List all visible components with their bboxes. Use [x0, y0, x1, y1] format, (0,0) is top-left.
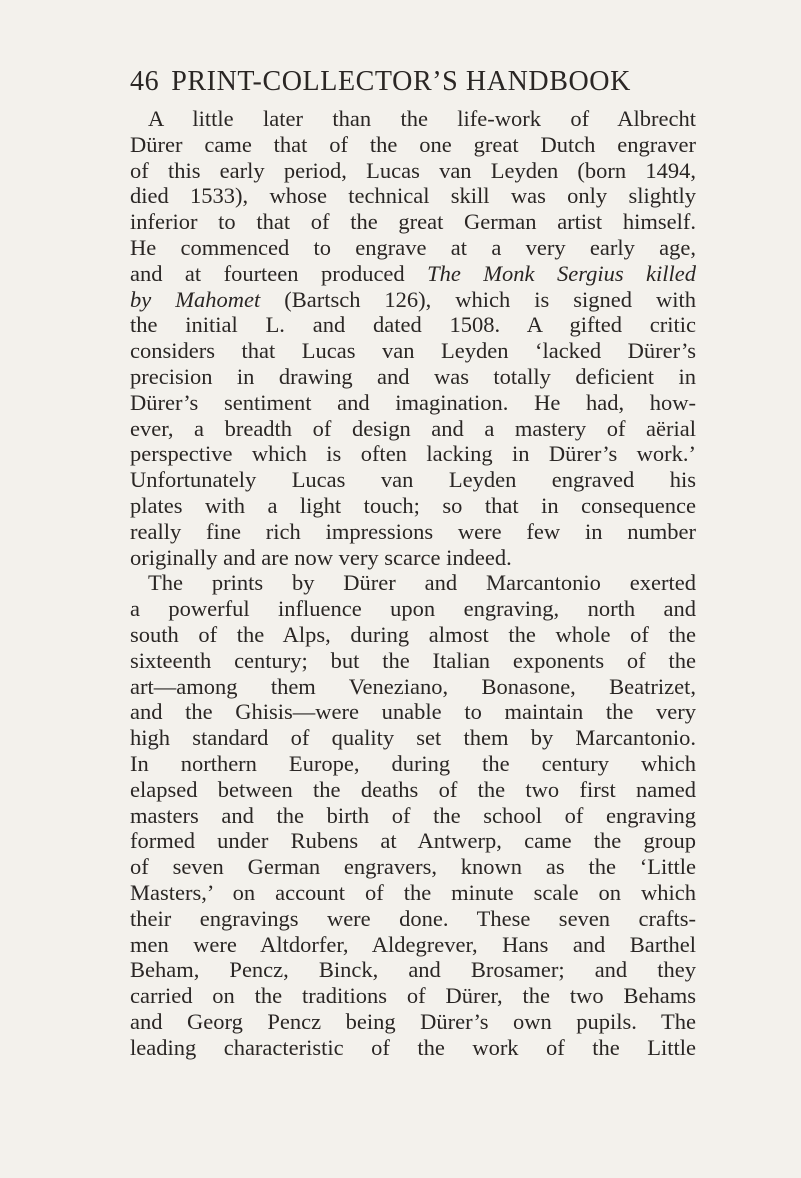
text-line: originally and are now very scarce indeed. [130, 544, 512, 570]
text-line: Dürer came that of the one great Dutch engraver [130, 131, 696, 157]
text-line: Beham, Pencz, Binck, and Brosamer; and they [130, 957, 696, 983]
text-line: and Georg Pencz being Dürer’s own pupils. The [130, 1008, 696, 1034]
text-line: sixteenth century; but the Italian exponents of the [130, 647, 696, 673]
text-line: considers that Lucas van Leyden ‘lacked Dürer’s [130, 338, 696, 364]
text-line: high standard of quality set them by Marcantonio. [130, 725, 696, 751]
text-line: In northern Europe, during the century which [130, 750, 696, 776]
text-line: a powerful influence upon engraving, north and [130, 596, 696, 622]
text-line: of seven German engravers, known as the ‘Little [130, 854, 696, 880]
text-line: Masters,’ on account of the minute scale on which [130, 879, 696, 905]
text-line: A little later than the life-work of Albrecht [148, 106, 696, 131]
text-line [130, 261, 696, 287]
text-line: their engravings were done. These seven crafts- [130, 905, 696, 931]
text-line: precision in drawing and was totally deficient in [130, 363, 696, 389]
running-head [130, 66, 690, 98]
text-line: men were Altdorfer, Aldegrever, Hans and Barthel [130, 931, 696, 957]
text-line: formed under Rubens at Antwerp, came the group [130, 828, 696, 854]
text-line: art—among them Veneziano, Bonasone, Beatrizet, [130, 673, 696, 699]
text-line: plates with a light touch; so that in consequence [130, 492, 696, 518]
text-line: really fine rich impressions were few in number [130, 518, 696, 544]
line-text: and at fourteen produced [130, 260, 405, 286]
text-line: carried on the traditions of Dürer, the two Behams [130, 983, 696, 1009]
text-line: south of the Alps, during almost the whole of the [130, 621, 696, 647]
text-line [130, 287, 696, 313]
text-line: The prints by Dürer and Marcantonio exerted [148, 570, 696, 596]
text-line: of this early period, Lucas van Leyden (born 1494, [130, 157, 696, 183]
page-title: PRINT-COLLECTOR’S HANDBOOK [171, 66, 631, 97]
text-line: He commenced to engrave at a very early age, [130, 234, 696, 260]
text-line: and the Ghisis—were unable to maintain the very [130, 699, 696, 725]
page-number: 46 [130, 66, 160, 97]
text-line: ever, a breadth of design and a mastery of aërial [130, 415, 696, 441]
text-line: Dürer’s sentiment and imagination. He had, how- [130, 389, 696, 415]
text-line: leading characteristic of the work of the Little [130, 1034, 696, 1060]
text-line: Unfortunately Lucas van Leyden engraved his [130, 467, 696, 493]
artwork-title: The Monk Sergius killed [427, 260, 696, 286]
text-line: elapsed between the deaths of the two first named [130, 776, 696, 802]
body-text [130, 106, 696, 1060]
line-text: (Bartsch 126), which is signed with [284, 286, 696, 312]
text-line: perspective which is often lacking in Dürer’s work.’ [130, 441, 696, 467]
text-line: inferior to that of the great German artist himself. [130, 209, 696, 235]
text-line: masters and the birth of the school of engraving [130, 802, 696, 828]
artwork-title: by Mahomet [130, 286, 261, 312]
text-line: the initial L. and dated 1508. A gifted critic [130, 312, 696, 338]
text-line: died 1533), whose technical skill was only slightly [130, 183, 696, 209]
